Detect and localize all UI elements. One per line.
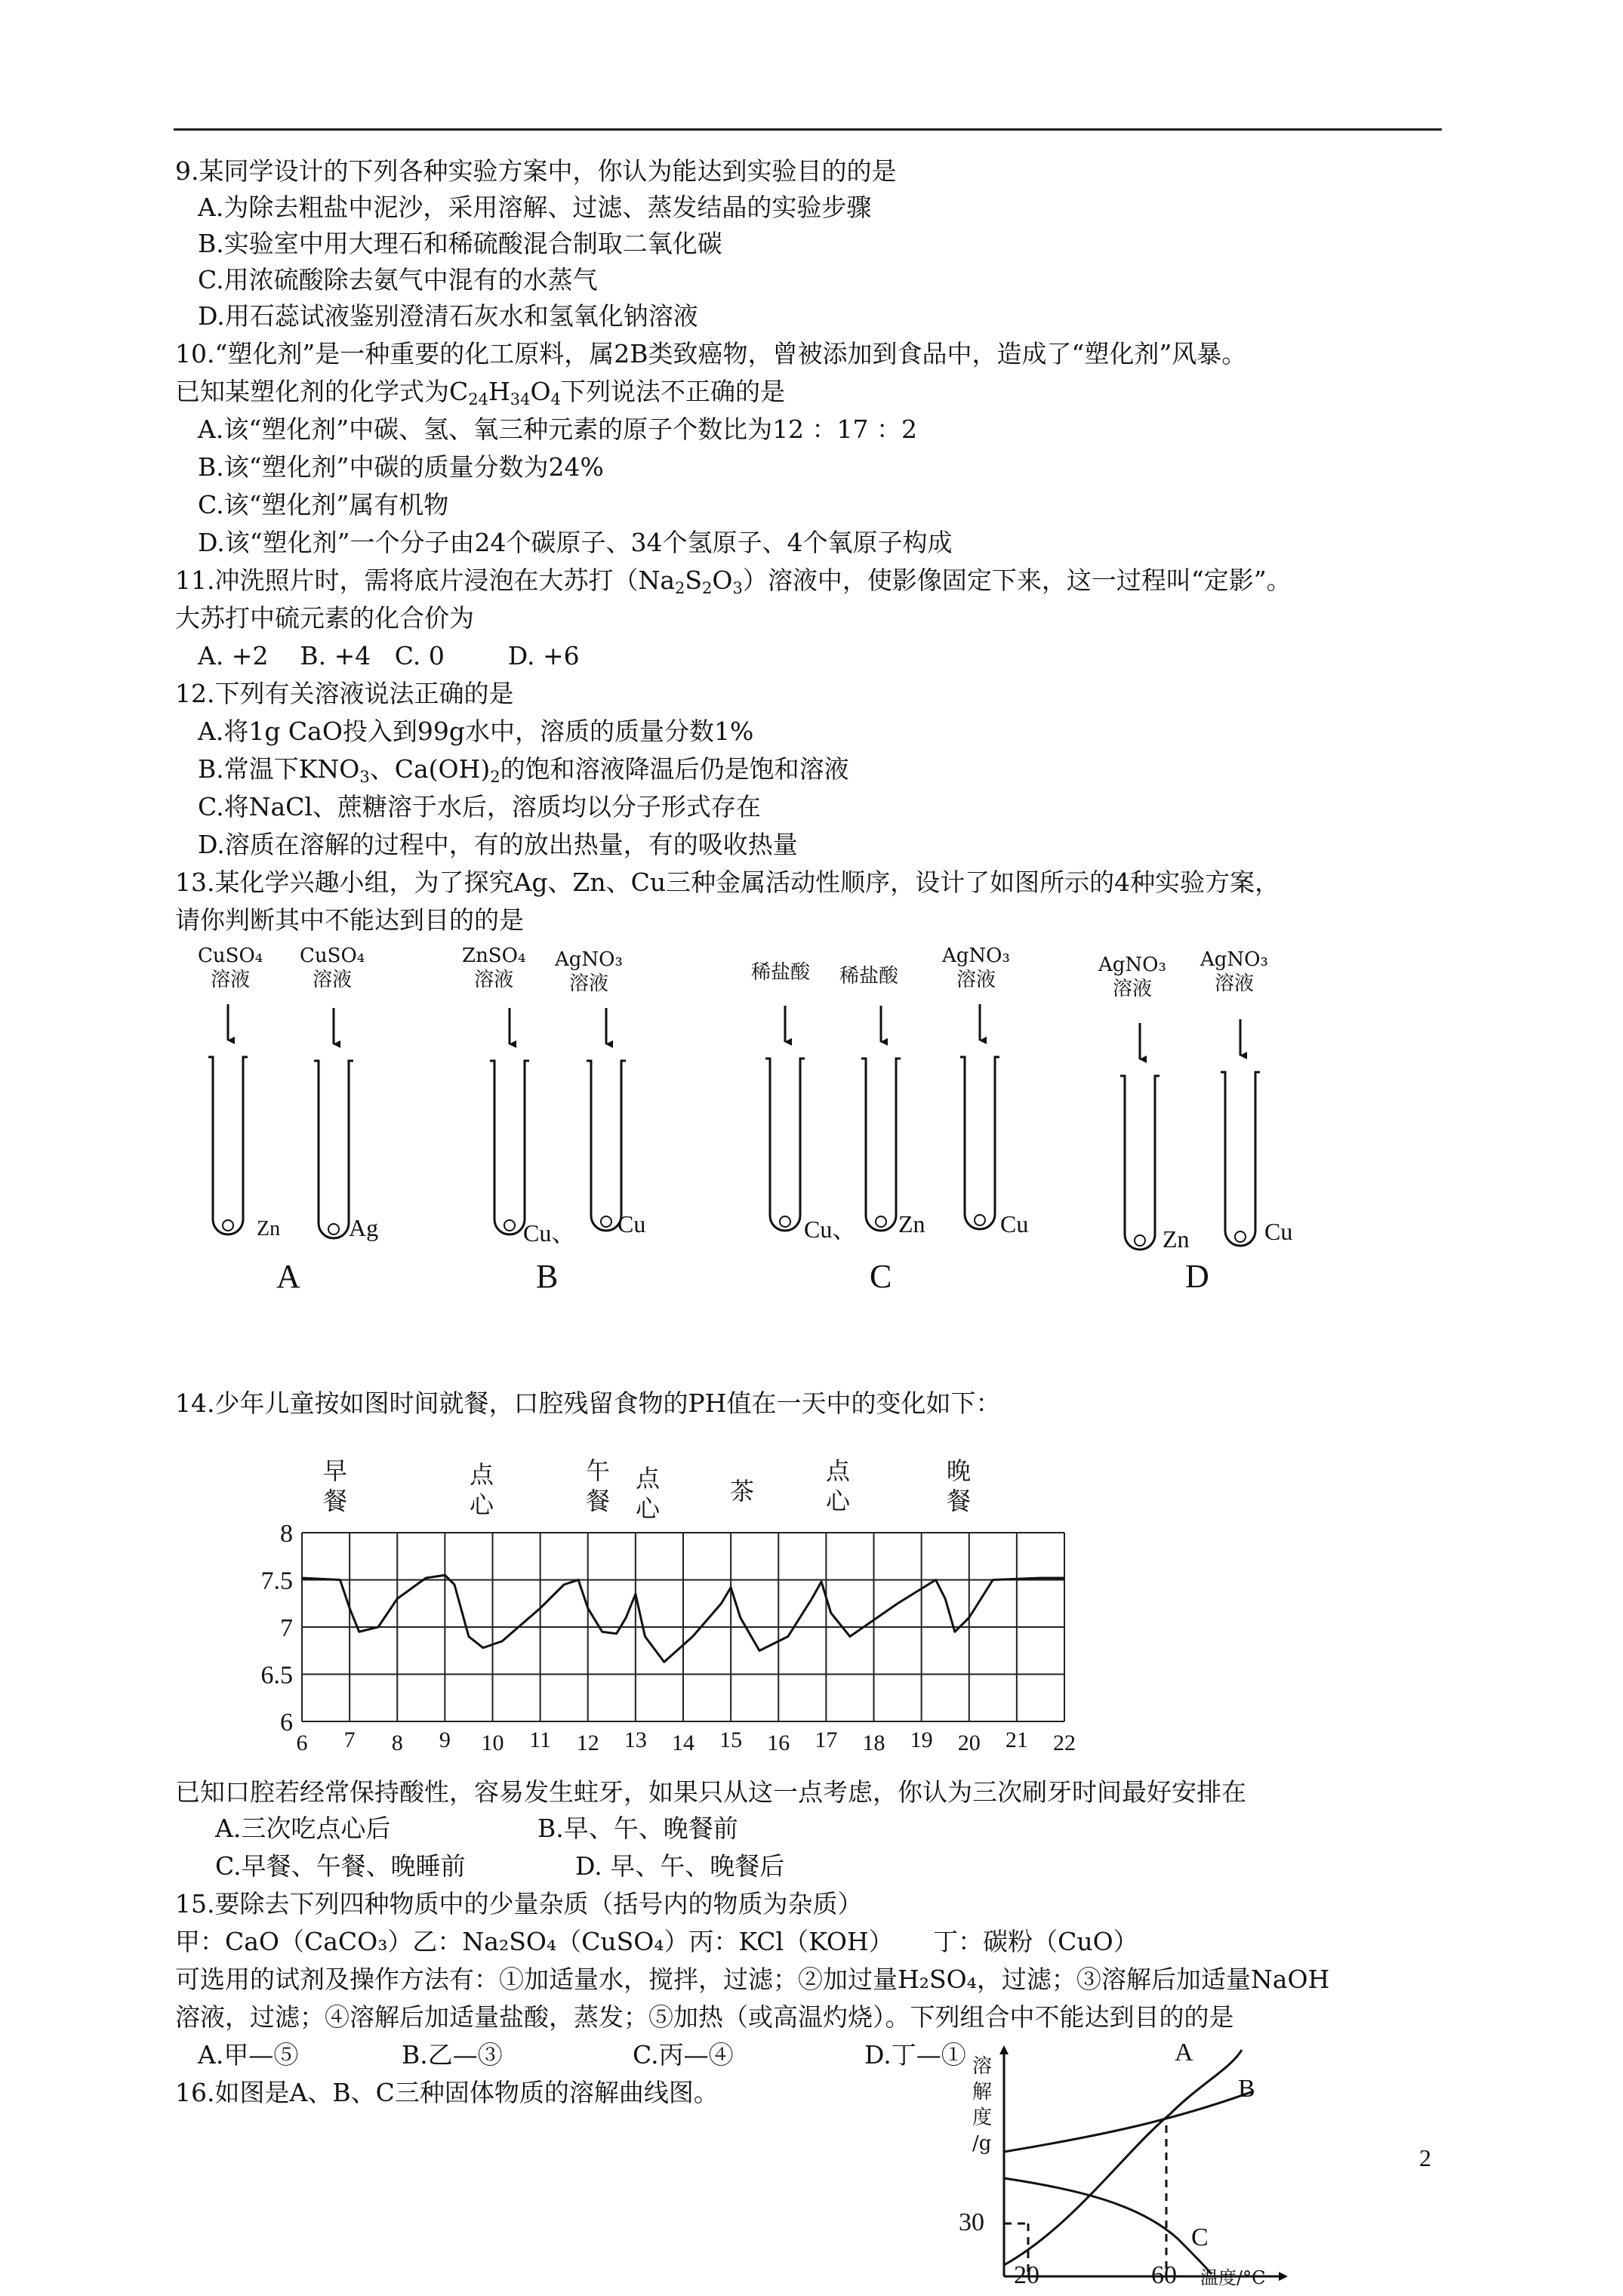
y-tick-label: 7.5 [260,1567,293,1595]
tube-8-metal: Zn [1163,1225,1190,1253]
x-tick-label: 22 [1053,1730,1076,1755]
q14-option-d: D. 早、午、晚餐后 [575,1851,785,1881]
x-tick-label: 12 [576,1730,599,1755]
tube-1-metal: Zn [257,1217,281,1240]
q10-option-a: A.该“塑化剂”中碳、氢、氧三种元素的原子个数比为12 ：17 ：2 [198,415,918,444]
q15-methods-line2: 溶液，过滤；④溶解后加适量盐酸，蒸发；⑤加热（或高温灼烧）。下列组合中不能达到目的的是 [175,2002,1234,2032]
meal-label-snack-1: 点 心 [470,1460,494,1519]
q13-stem-line2: 请你判断其中不能达到目的的是 [175,905,524,935]
q10-option-c: C.该“塑化剂”属有机物 [198,490,449,519]
x-tick-label: 8 [391,1730,403,1755]
y-tick-label: 6 [280,1709,293,1737]
metal-piece-6 [876,1216,886,1227]
tube-6-reagent: 稀盐酸 [839,965,899,988]
y-tick-label: 8 [280,1520,293,1548]
x-tick-label: 19 [910,1727,933,1752]
curve-b [1004,2091,1253,2152]
tube-4-metal: Cu [617,1210,646,1237]
x-value-20: 20 [1014,2261,1039,2289]
q14-option-b: B.早、午、晚餐前 [537,1814,738,1843]
test-tube-1 [208,1057,248,1234]
q12-option-d: D.溶质在溶解的过程中，有的放出热量，有的吸收热量 [198,830,798,859]
q14-option-c: C.早餐、午餐、晚睡前 [215,1851,466,1881]
test-tube-diagram [0,936,1623,1329]
metal-piece-8 [1135,1235,1145,1246]
q12-option-b: B.常温下$KNO_3$、$Ca(OH)_2$的饱和溶液降温后仍是饱和溶液 [198,754,849,786]
q12-stem: 12.下列有关溶液说法正确的是 [175,679,514,708]
q16-stem: 16.如图是A、B、C三种固体物质的溶解曲线图。 [175,2078,719,2107]
curve-label-a: A [1175,2039,1193,2066]
test-tube-9 [1221,1072,1260,1246]
plan-a-label: A [276,1258,300,1295]
tube-2-reagent: CuSO₄ 溶液 [300,945,365,991]
x-tick-label: 13 [624,1727,647,1752]
x-tick-label: 6 [296,1730,308,1755]
tube-5-reagent: 稀盐酸 [751,961,811,984]
solubility-xlabel: 温度/°C [1200,2267,1266,2288]
test-tube-2 [314,1061,353,1238]
ph-chart [226,1518,1102,1767]
test-tube-5 [765,1059,805,1231]
q11-stem-line1: 11.冲洗照片时，需将底片浸泡在大苏打$(Na_2S_2O_3)$溶液中，使影像固定下来，这一过程叫“定影”。 [175,566,1292,597]
x-value-60: 60 [1151,2261,1177,2289]
metal-piece-1 [223,1220,233,1231]
x-tick-label: 20 [957,1730,981,1755]
q12-option-c: C.将NaCl、蔗糖溶于水后，溶质均以分子形式存在 [198,792,761,821]
meal-label-lunch: 午 餐 [586,1456,611,1515]
meal-label-snack-3: 点 心 [826,1456,851,1515]
tube-7-metal: Cu [1000,1210,1029,1237]
q9-option-a: A.为除去粗盐中泥沙，采用溶解、过滤、蒸发结晶的实验步骤 [198,193,872,222]
test-tube-4 [587,1061,626,1231]
q12-option-a: A.将1g CaO投入到99g水中，溶质的质量分数1% [198,717,754,746]
tube-9-reagent: AgNO₃ 溶液 [1200,948,1268,995]
q13-stem-line1: 13.某化学兴趣小组，为了探究Ag、Zn、Cu三种金属活动性顺序，设计了如图所示的4种实验方案， [175,868,1280,897]
tube-6-metal: Zn [898,1210,925,1237]
q10-option-d: D.该“塑化剂”一个分子由24个碳原子、34个氢原子、4个氧原子构成 [198,528,953,557]
q15-methods-line1: 可选用的试剂及操作方法有：①加适量水，搅拌，过滤；②加过量H₂SO₄，过滤；③溶解后加适量NaOH [175,1965,1330,1994]
plan-d-label: D [1185,1258,1209,1295]
tube-1-reagent: CuSO₄ 溶液 [198,945,263,991]
q15-option-c: C.丙—④ [633,2040,734,2069]
metal-piece-9 [1235,1231,1246,1242]
q11-stem-line2: 大苏打中硫元素的化合价为 [175,603,474,633]
x-tick-label: 10 [481,1730,504,1755]
x-tick-label: 21 [1005,1727,1028,1752]
x-tick-label: 17 [815,1727,838,1752]
q9-option-d: D.用石蕊试液鉴别澄清石灰水和氢氧化钠溶液 [198,301,698,331]
q10-stem-line2: 已知某塑化剂的化学式为$C_{24}H_{34}O_4$下列说法不正确的是 [175,377,785,408]
page-number: 2 [1419,2144,1431,2171]
test-tube-7 [960,1057,999,1229]
tube-8-reagent: AgNO₃ 溶液 [1098,954,1166,1000]
y-value-30: 30 [959,2208,984,2236]
plan-c-label: C [870,1258,892,1295]
x-tick-label: 14 [672,1730,694,1755]
curve-c [1004,2178,1212,2274]
q14-after-text: 已知口腔若经常保持酸性，容易发生蛀牙，如果只从这一点考虑，你认为三次刷牙时间最好安排在 [175,1777,1246,1807]
q9-stem: 9.某同学设计的下列各种实验方案中，你认为能达到实验目的的是 [175,156,897,186]
test-tube-6 [861,1059,901,1231]
meal-label-breakfast: 早 餐 [323,1456,348,1515]
tube-5-metal: Cu、 [804,1216,857,1243]
q9-option-b: B.实验室中用大理石和稀硫酸混合制取二氧化碳 [198,229,722,258]
meal-label-tea: 茶 [730,1477,755,1505]
q11-options: A. +2 B. +4 C. 0 D. +6 [198,641,580,670]
q14-option-a: A.三次吃点心后 [215,1814,391,1843]
tube-2-metal: Ag [349,1214,379,1241]
q15-option-d: D.丁—① [864,2040,966,2069]
x-tick-label: 9 [439,1727,451,1752]
tube-3-reagent: ZnSO₄ 溶液 [462,945,526,991]
tube-9-metal: Cu [1264,1218,1293,1245]
q15-option-a: A.甲—⑤ [198,2040,299,2069]
x-tick-label: 11 [529,1727,552,1752]
plan-b-label: B [536,1258,559,1295]
test-tube-8 [1120,1076,1160,1250]
y-tick-label: 7 [280,1614,293,1642]
test-tube-3 [490,1061,529,1234]
q15-option-b: B.乙—③ [402,2040,503,2069]
metal-piece-2 [328,1224,339,1234]
header-rule [174,128,1442,131]
y-tick-label: 6.5 [260,1661,293,1690]
x-tick-label: 15 [719,1727,743,1752]
tube-4-reagent: AgNO₃ 溶液 [555,948,623,995]
metal-piece-7 [975,1215,985,1225]
q14-stem: 14.少年儿童按如图时间就餐，口腔残留食物的PH值在一天中的变化如下： [175,1388,1001,1418]
metal-piece-3 [504,1220,515,1231]
x-tick-label: 7 [343,1727,356,1752]
solubility-ylabel: 溶 解 度 /g [972,2055,993,2155]
meal-label-dinner: 晚 餐 [947,1456,972,1515]
x-tick-label: 16 [767,1730,790,1755]
x-tick-label: 18 [862,1730,885,1755]
q9-option-c: C.用浓硫酸除去氨气中混有的水蒸气 [198,265,598,294]
metal-piece-5 [780,1216,790,1227]
meal-label-snack-2: 点 心 [636,1464,661,1523]
q15-substances: 甲：CaO（CaCO₃）乙：Na₂SO₄（CuSO₄）丙：KCl（KOH） 丁：碳粉（CuO） [175,1927,1138,1956]
q10-stem-line1: 10.“塑化剂”是一种重要的化工原料，属2B类致癌物，曾被添加到食品中，造成了“塑化剂”风暴。 [175,339,1247,368]
curve-label-b: B [1238,2075,1255,2103]
tube-3-metal: Cu、 [523,1219,576,1247]
q15-stem: 15.要除去下列四种物质中的少量杂质（括号内的物质为杂质） [175,1889,863,1918]
metal-piece-4 [601,1216,611,1227]
q10-option-b: B.该“塑化剂”中碳的质量分数为24% [198,452,604,482]
tube-7-reagent: AgNO₃ 溶液 [942,945,1010,991]
curve-label-c: C [1191,2224,1209,2251]
